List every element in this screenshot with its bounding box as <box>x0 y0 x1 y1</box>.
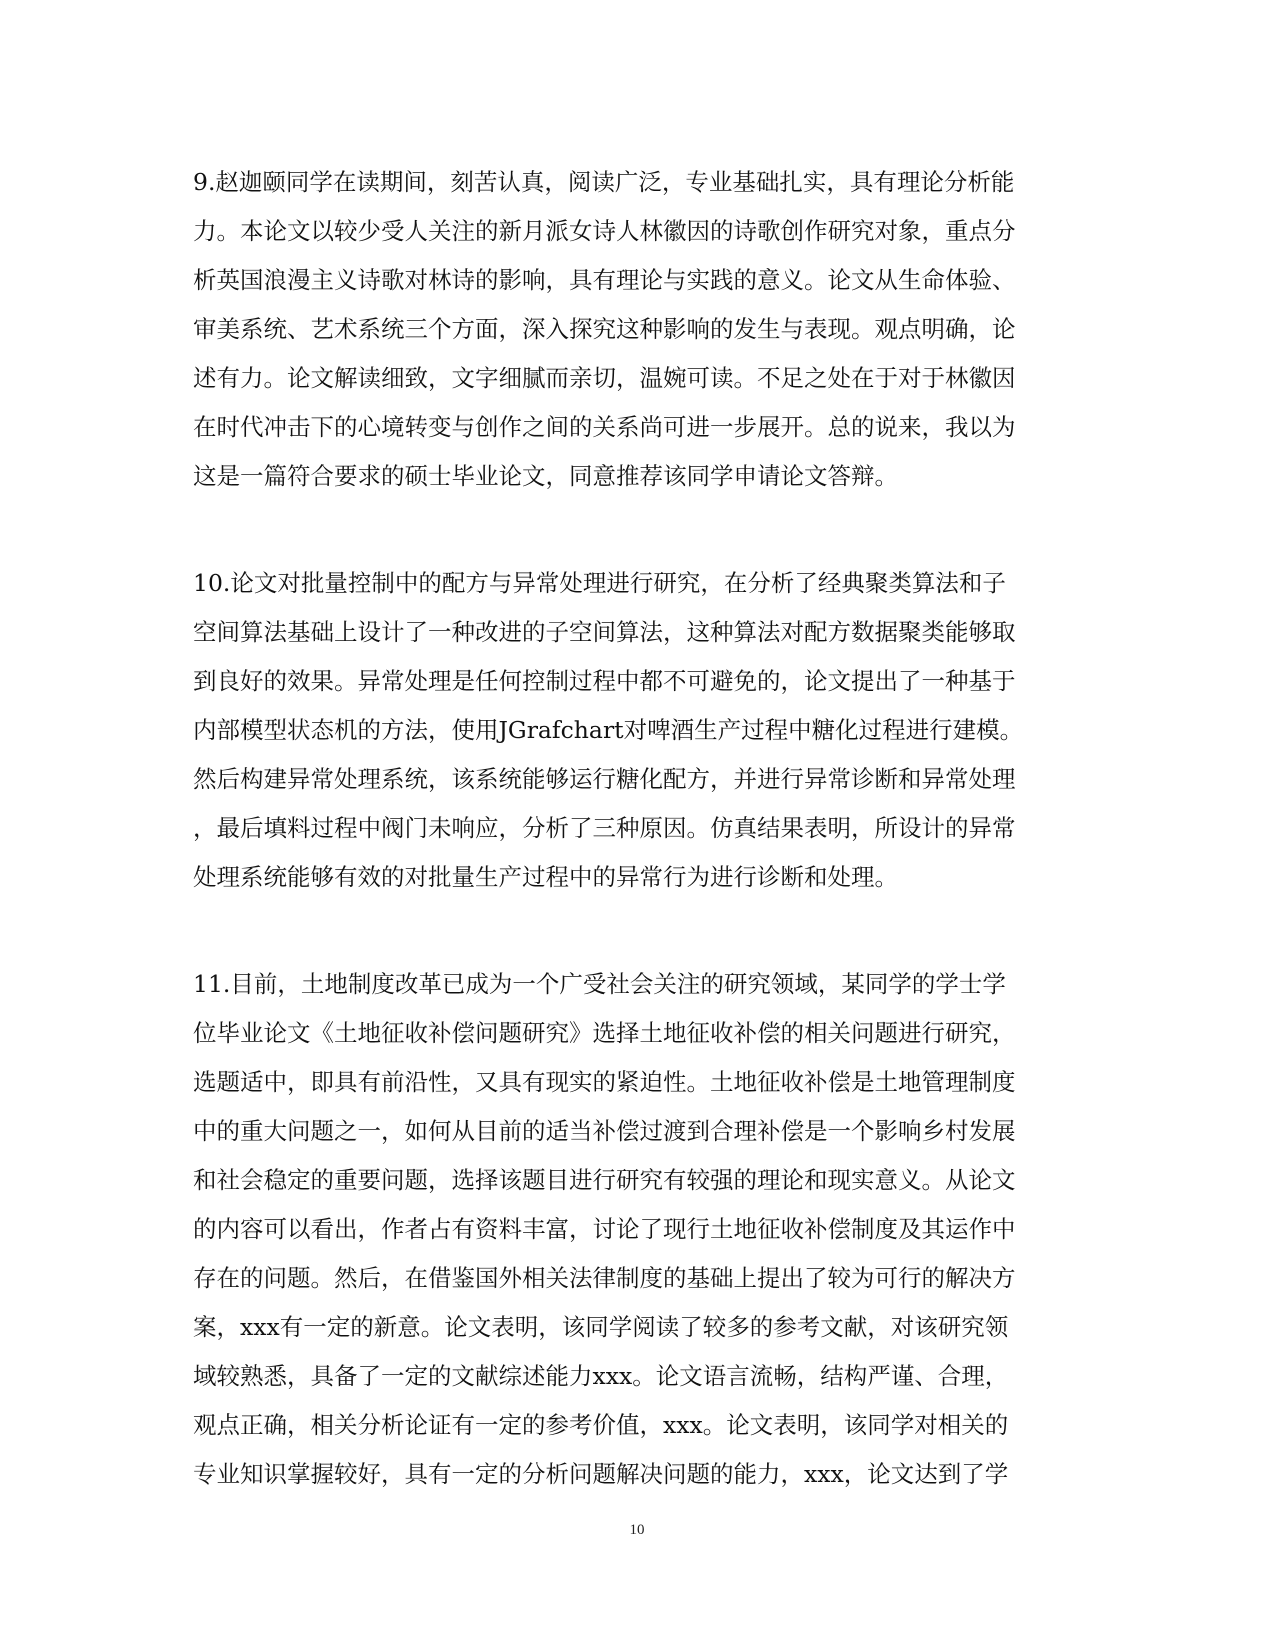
text-line: 专业知识掌握较好，具有一定的分析问题解决问题的能力，xxx，论文达到了学 <box>193 1460 1009 1488</box>
text-line: 9.赵迦颐同学在读期间，刻苦认真，阅读广泛，专业基础扎实，具有理论分析能 <box>193 168 1015 196</box>
text-line: 空间算法基础上设计了一种改进的子空间算法，这种算法对配方数据聚类能够取 <box>193 618 1016 646</box>
text-line: 述有力。论文解读细致，文字细腻而亲切，温婉可读。不足之处在于对于林徽因 <box>193 364 1016 392</box>
text-line: 在时代冲击下的心境转变与创作之间的关系尚可进一步展开。总的说来，我以为 <box>193 413 1016 441</box>
text-line: 观点正确，相关分析论证有一定的参考价值，xxx。论文表明，该同学对相关的 <box>193 1411 1009 1439</box>
paragraph-spacer <box>193 501 1073 559</box>
text-line: 10.论文对批量控制中的配方与异常处理进行研究，在分析了经典聚类算法和子 <box>193 569 1006 597</box>
text-line: 和社会稳定的重要问题，选择该题目进行研究有较强的理论和现实意义。从论文 <box>193 1166 1016 1194</box>
paragraph-10 <box>193 559 1073 902</box>
text-line: 11.目前，土地制度改革已成为一个广受社会关注的研究领域，某同学的学士学 <box>193 970 1006 998</box>
text-line: 位毕业论文《土地征收补偿问题研究》选择土地征收补偿的相关问题进行研究， <box>193 1019 1016 1047</box>
text-line: 域较熟悉，具备了一定的文献综述能力xxx。论文语言流畅，结构严谨、合理， <box>193 1362 1009 1390</box>
text-line: 然后构建异常处理系统，该系统能够运行糖化配方，并进行异常诊断和异常处理 <box>193 765 1016 793</box>
text-line: 的内容可以看出，作者占有资料丰富，讨论了现行土地征收补偿制度及其运作中 <box>193 1215 1016 1243</box>
page-number: 10 <box>629 1522 645 1538</box>
text-line: 处理系统能够有效的对批量生产过程中的异常行为进行诊断和处理。 <box>193 863 898 891</box>
text-line: 这是一篇符合要求的硕士毕业论文，同意推荐该同学申请论文答辩。 <box>193 462 898 490</box>
text-line: 中的重大问题之一，如何从目前的适当补偿过渡到合理补偿是一个影响乡村发展 <box>193 1117 1016 1145</box>
text-line: ，最后填料过程中阀门未响应，分析了三种原因。仿真结果表明，所设计的异常 <box>193 814 1016 842</box>
text-line: 析英国浪漫主义诗歌对林诗的影响，具有理论与实践的意义。论文从生命体验、 <box>193 266 1016 294</box>
text-line: 选题适中，即具有前沿性，又具有现实的紧迫性。土地征收补偿是土地管理制度 <box>193 1068 1016 1096</box>
paragraph-spacer <box>193 902 1073 960</box>
paragraph-9 <box>193 158 1073 501</box>
text-line: 力。本论文以较少受人关注的新月派女诗人林徽因的诗歌创作研究对象，重点分 <box>193 217 1016 245</box>
text-line: 到良好的效果。异常处理是任何控制过程中都不可避免的，论文提出了一种基于 <box>193 667 1016 695</box>
paragraph-11 <box>193 960 1073 1499</box>
text-line: 存在的问题。然后，在借鉴国外相关法律制度的基础上提出了较为可行的解决方 <box>193 1264 1016 1292</box>
text-line: 案，xxx有一定的新意。论文表明，该同学阅读了较多的参考文献，对该研究领 <box>193 1313 1009 1341</box>
document-body <box>193 158 1073 1499</box>
text-line: 审美系统、艺术系统三个方面，深入探究这种影响的发生与表现。观点明确，论 <box>193 315 1016 343</box>
text-line: 内部模型状态机的方法，使用JGrafchart对啤酒生产过程中糖化过程进行建模。 <box>193 716 1024 744</box>
